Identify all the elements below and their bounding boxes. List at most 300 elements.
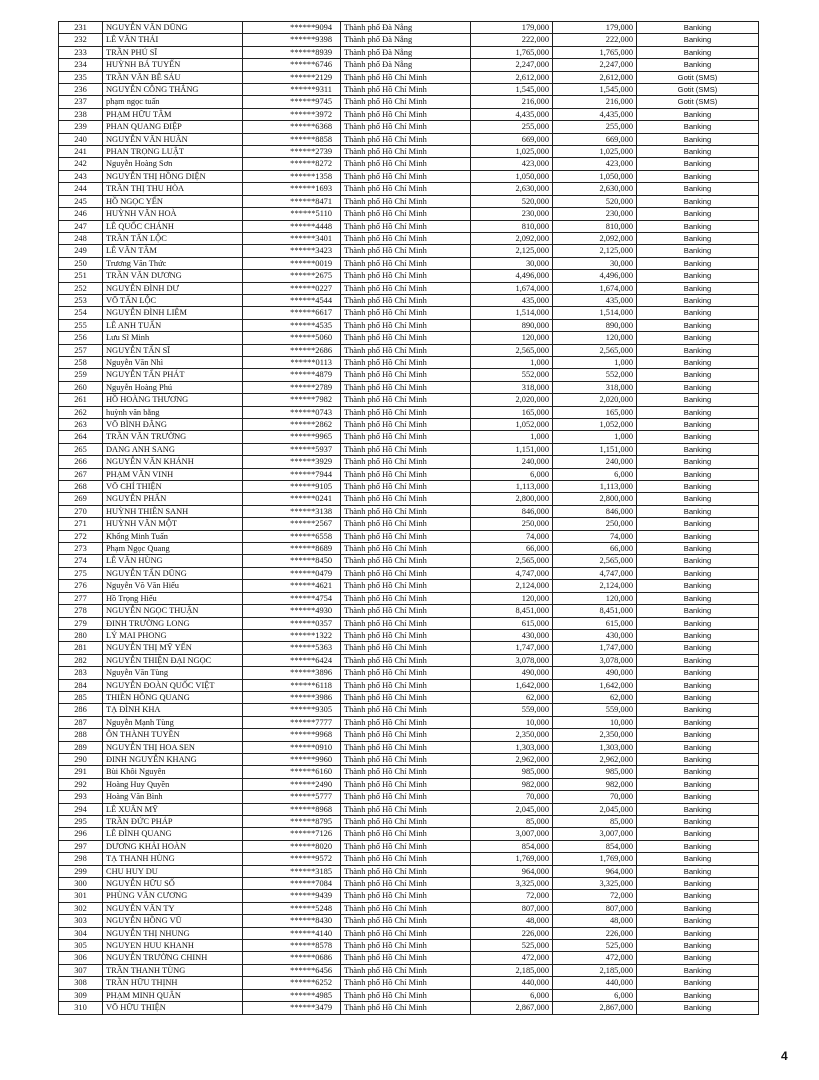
recipient-name-cell: VÕ HỮU THIỆN xyxy=(103,1002,243,1014)
recipient-name-cell: HUỲNH BÁ TUYẾN xyxy=(103,59,243,71)
row-number-cell: 293 xyxy=(59,791,103,803)
amount-cell: 1,765,000 xyxy=(471,46,553,58)
recipient-name-cell: NGUYỄN ĐOÀN QUỐC VIỆT xyxy=(103,679,243,691)
amount-cell: 854,000 xyxy=(471,840,553,852)
paid-amount-cell: 1,642,000 xyxy=(553,679,637,691)
row-number-cell: 246 xyxy=(59,208,103,220)
city-cell: Thành phố Hồ Chí Minh xyxy=(341,679,471,691)
city-cell: Thành phố Hồ Chí Minh xyxy=(341,667,471,679)
masked-account-cell: ******0241 xyxy=(243,493,341,505)
table-row xyxy=(59,431,759,443)
table-row xyxy=(59,592,759,604)
paid-amount-cell: 982,000 xyxy=(553,778,637,790)
recipient-name-cell: LÝ MAI PHONG xyxy=(103,629,243,641)
masked-account-cell: ******9745 xyxy=(243,96,341,108)
row-number-cell: 308 xyxy=(59,977,103,989)
paid-amount-cell: 2,962,000 xyxy=(553,753,637,765)
row-number-cell: 305 xyxy=(59,940,103,952)
amount-cell: 179,000 xyxy=(471,22,553,34)
table-row xyxy=(59,716,759,728)
payment-channel-cell: Banking xyxy=(637,642,759,654)
row-number-cell: 234 xyxy=(59,59,103,71)
paid-amount-cell: 2,630,000 xyxy=(553,183,637,195)
masked-account-cell: ******4754 xyxy=(243,592,341,604)
paid-amount-cell: 2,612,000 xyxy=(553,71,637,83)
payment-channel-cell: Banking xyxy=(637,543,759,555)
paid-amount-cell: 440,000 xyxy=(553,977,637,989)
city-cell: Thành phố Hồ Chí Minh xyxy=(341,915,471,927)
paid-amount-cell: 1,000 xyxy=(553,431,637,443)
paid-amount-cell: 1,747,000 xyxy=(553,642,637,654)
amount-cell: 250,000 xyxy=(471,518,553,530)
paid-amount-cell: 230,000 xyxy=(553,208,637,220)
city-cell: Thành phố Hồ Chí Minh xyxy=(341,493,471,505)
city-cell: Thành phố Hồ Chí Minh xyxy=(341,816,471,828)
recipient-name-cell: NGUYỄN THỊ HỒNG DIỆN xyxy=(103,170,243,182)
masked-account-cell: ******6456 xyxy=(243,964,341,976)
city-cell: Thành phố Hồ Chí Minh xyxy=(341,530,471,542)
paid-amount-cell: 216,000 xyxy=(553,96,637,108)
payment-channel-cell: Banking xyxy=(637,567,759,579)
amount-cell: 10,000 xyxy=(471,716,553,728)
masked-account-cell: ******2862 xyxy=(243,419,341,431)
payment-channel-cell: Banking xyxy=(637,332,759,344)
payment-channel-cell: Banking xyxy=(637,481,759,493)
amount-cell: 2,630,000 xyxy=(471,183,553,195)
payment-channel-cell: Banking xyxy=(637,940,759,952)
payment-channel-cell: Banking xyxy=(637,121,759,133)
table-row xyxy=(59,803,759,815)
payment-channel-cell: Banking xyxy=(637,195,759,207)
paid-amount-cell: 2,350,000 xyxy=(553,729,637,741)
table-row xyxy=(59,133,759,145)
city-cell: Thành phố Hồ Chí Minh xyxy=(341,617,471,629)
payment-channel-cell: Banking xyxy=(637,406,759,418)
city-cell: Thành phố Hồ Chí Minh xyxy=(341,580,471,592)
row-number-cell: 250 xyxy=(59,257,103,269)
row-number-cell: 255 xyxy=(59,319,103,331)
amount-cell: 62,000 xyxy=(471,691,553,703)
recipient-name-cell: TRẦN VĂN DƯƠNG xyxy=(103,270,243,282)
paid-amount-cell: 2,124,000 xyxy=(553,580,637,592)
payment-channel-cell: Banking xyxy=(637,133,759,145)
recipient-name-cell: LÊ ANH TUẤN xyxy=(103,319,243,331)
table-row xyxy=(59,294,759,306)
paid-amount-cell: 2,565,000 xyxy=(553,555,637,567)
masked-account-cell: ******5363 xyxy=(243,642,341,654)
table-row xyxy=(59,84,759,96)
city-cell: Thành phố Hồ Chí Minh xyxy=(341,878,471,890)
masked-account-cell: ******3896 xyxy=(243,667,341,679)
masked-account-cell: ******3479 xyxy=(243,1002,341,1014)
table-row xyxy=(59,121,759,133)
city-cell: Thành phố Hồ Chí Minh xyxy=(341,270,471,282)
city-cell: Thành phố Hồ Chí Minh xyxy=(341,629,471,641)
amount-cell: 4,435,000 xyxy=(471,108,553,120)
city-cell: Thành phố Hồ Chí Minh xyxy=(341,952,471,964)
masked-account-cell: ******6118 xyxy=(243,679,341,691)
paid-amount-cell: 2,565,000 xyxy=(553,344,637,356)
city-cell: Thành phố Hồ Chí Minh xyxy=(341,927,471,939)
table-row xyxy=(59,307,759,319)
row-number-cell: 252 xyxy=(59,282,103,294)
paid-amount-cell: 1,303,000 xyxy=(553,741,637,753)
table-row xyxy=(59,778,759,790)
table-row xyxy=(59,59,759,71)
city-cell: Thành phố Hồ Chí Minh xyxy=(341,282,471,294)
payment-channel-cell: Banking xyxy=(637,282,759,294)
payment-channel-cell: Banking xyxy=(637,927,759,939)
recipient-name-cell: HUỲNH VĂN MỘT xyxy=(103,518,243,530)
row-number-cell: 301 xyxy=(59,890,103,902)
amount-cell: 2,962,000 xyxy=(471,753,553,765)
city-cell: Thành phố Đà Nẵng xyxy=(341,59,471,71)
table-row xyxy=(59,456,759,468)
masked-account-cell: ******9305 xyxy=(243,704,341,716)
recipient-name-cell: TẠ ĐÌNH KHA xyxy=(103,704,243,716)
recipient-name-cell: PHẠM VĂN VINH xyxy=(103,468,243,480)
recipient-name-cell: Hoàng Văn Bình xyxy=(103,791,243,803)
paid-amount-cell: 1,113,000 xyxy=(553,481,637,493)
masked-account-cell: ******5777 xyxy=(243,791,341,803)
payment-channel-cell: Banking xyxy=(637,753,759,765)
masked-account-cell: ******7944 xyxy=(243,468,341,480)
city-cell: Thành phố Hồ Chí Minh xyxy=(341,419,471,431)
recipient-name-cell: Khổng Minh Tuấn xyxy=(103,530,243,542)
payment-channel-cell: Banking xyxy=(637,208,759,220)
city-cell: Thành phố Hồ Chí Minh xyxy=(341,96,471,108)
payment-channel-cell: Banking xyxy=(637,629,759,641)
amount-cell: 2,565,000 xyxy=(471,555,553,567)
table-row xyxy=(59,443,759,455)
row-number-cell: 302 xyxy=(59,902,103,914)
paid-amount-cell: 3,078,000 xyxy=(553,654,637,666)
masked-account-cell: ******2789 xyxy=(243,381,341,393)
masked-account-cell: ******4930 xyxy=(243,605,341,617)
table-body xyxy=(59,22,759,1015)
city-cell: Thành phố Hồ Chí Minh xyxy=(341,394,471,406)
city-cell: Thành phố Hồ Chí Minh xyxy=(341,220,471,232)
city-cell: Thành phố Hồ Chí Minh xyxy=(341,195,471,207)
table-row xyxy=(59,840,759,852)
row-number-cell: 304 xyxy=(59,927,103,939)
paid-amount-cell: 3,325,000 xyxy=(553,878,637,890)
masked-account-cell: ******7982 xyxy=(243,394,341,406)
payment-channel-cell: Banking xyxy=(637,989,759,1001)
masked-account-cell: ******2675 xyxy=(243,270,341,282)
masked-account-cell: ******8578 xyxy=(243,940,341,952)
city-cell: Thành phố Hồ Chí Minh xyxy=(341,902,471,914)
city-cell: Thành phố Hồ Chí Minh xyxy=(341,406,471,418)
masked-account-cell: ******8471 xyxy=(243,195,341,207)
row-number-cell: 273 xyxy=(59,543,103,555)
amount-cell: 4,747,000 xyxy=(471,567,553,579)
paid-amount-cell: 846,000 xyxy=(553,505,637,517)
row-number-cell: 310 xyxy=(59,1002,103,1014)
masked-account-cell: ******3185 xyxy=(243,865,341,877)
amount-cell: 552,000 xyxy=(471,369,553,381)
amount-cell: 4,496,000 xyxy=(471,270,553,282)
row-number-cell: 267 xyxy=(59,468,103,480)
row-number-cell: 277 xyxy=(59,592,103,604)
table-row xyxy=(59,369,759,381)
amount-cell: 2,125,000 xyxy=(471,245,553,257)
payment-channel-cell: Banking xyxy=(637,791,759,803)
amount-cell: 2,565,000 xyxy=(471,344,553,356)
row-number-cell: 262 xyxy=(59,406,103,418)
masked-account-cell: ******0479 xyxy=(243,567,341,579)
paid-amount-cell: 30,000 xyxy=(553,257,637,269)
city-cell: Thành phố Hồ Chí Minh xyxy=(341,791,471,803)
paid-amount-cell: 250,000 xyxy=(553,518,637,530)
masked-account-cell: ******7084 xyxy=(243,878,341,890)
recipient-name-cell: Nguyễn Văn Tùng xyxy=(103,667,243,679)
table-row xyxy=(59,282,759,294)
masked-account-cell: ******6558 xyxy=(243,530,341,542)
paid-amount-cell: 854,000 xyxy=(553,840,637,852)
recipient-name-cell: TRẦN VĂN BÊ SÁU xyxy=(103,71,243,83)
city-cell: Thành phố Đà Nẵng xyxy=(341,46,471,58)
city-cell: Thành phố Hồ Chí Minh xyxy=(341,865,471,877)
payout-table-container xyxy=(58,21,758,1015)
paid-amount-cell: 2,092,000 xyxy=(553,232,637,244)
row-number-cell: 231 xyxy=(59,22,103,34)
payment-channel-cell: Banking xyxy=(637,766,759,778)
payment-channel-cell: Gotit (SMS) xyxy=(637,84,759,96)
table-row xyxy=(59,927,759,939)
amount-cell: 525,000 xyxy=(471,940,553,952)
recipient-name-cell: NGUYEN HUU KHANH xyxy=(103,940,243,952)
paid-amount-cell: 807,000 xyxy=(553,902,637,914)
amount-cell: 2,045,000 xyxy=(471,803,553,815)
table-row xyxy=(59,232,759,244)
row-number-cell: 268 xyxy=(59,481,103,493)
table-row xyxy=(59,989,759,1001)
paid-amount-cell: 2,867,000 xyxy=(553,1002,637,1014)
masked-account-cell: ******9105 xyxy=(243,481,341,493)
amount-cell: 48,000 xyxy=(471,915,553,927)
recipient-name-cell: NGUYỄN PHẤN xyxy=(103,493,243,505)
city-cell: Thành phố Hồ Chí Minh xyxy=(341,332,471,344)
masked-account-cell: ******5937 xyxy=(243,443,341,455)
row-number-cell: 270 xyxy=(59,505,103,517)
recipient-name-cell: Hoàng Huy Quyền xyxy=(103,778,243,790)
recipient-name-cell: CHU HUY DU xyxy=(103,865,243,877)
row-number-cell: 295 xyxy=(59,816,103,828)
amount-cell: 615,000 xyxy=(471,617,553,629)
recipient-name-cell: Trương Văn Thức xyxy=(103,257,243,269)
masked-account-cell: ******9311 xyxy=(243,84,341,96)
masked-account-cell: ******8939 xyxy=(243,46,341,58)
amount-cell: 120,000 xyxy=(471,332,553,344)
table-row xyxy=(59,394,759,406)
paid-amount-cell: 4,747,000 xyxy=(553,567,637,579)
paid-amount-cell: 4,496,000 xyxy=(553,270,637,282)
recipient-name-cell: LÊ VĂN TÂM xyxy=(103,245,243,257)
table-row xyxy=(59,257,759,269)
row-number-cell: 266 xyxy=(59,456,103,468)
amount-cell: 222,000 xyxy=(471,34,553,46)
table-row xyxy=(59,245,759,257)
payment-channel-cell: Banking xyxy=(637,381,759,393)
recipient-name-cell: NGUYỄN VĂN DŨNG xyxy=(103,22,243,34)
amount-cell: 255,000 xyxy=(471,121,553,133)
table-row xyxy=(59,505,759,517)
recipient-name-cell: PHÙNG VĂN CƯƠNG xyxy=(103,890,243,902)
table-row xyxy=(59,741,759,753)
masked-account-cell: ******3138 xyxy=(243,505,341,517)
table-row xyxy=(59,344,759,356)
masked-account-cell: ******6746 xyxy=(243,59,341,71)
amount-cell: 435,000 xyxy=(471,294,553,306)
row-number-cell: 254 xyxy=(59,307,103,319)
amount-cell: 2,185,000 xyxy=(471,964,553,976)
row-number-cell: 297 xyxy=(59,840,103,852)
masked-account-cell: ******9968 xyxy=(243,729,341,741)
payment-channel-cell: Banking xyxy=(637,977,759,989)
table-row xyxy=(59,766,759,778)
table-row xyxy=(59,617,759,629)
payment-channel-cell: Gotit (SMS) xyxy=(637,71,759,83)
amount-cell: 2,092,000 xyxy=(471,232,553,244)
amount-cell: 240,000 xyxy=(471,456,553,468)
table-row xyxy=(59,493,759,505)
city-cell: Thành phố Hồ Chí Minh xyxy=(341,481,471,493)
recipient-name-cell: Lưu Sĩ Minh xyxy=(103,332,243,344)
masked-account-cell: ******2129 xyxy=(243,71,341,83)
row-number-cell: 287 xyxy=(59,716,103,728)
recipient-name-cell: NGUYỄN VĂN KHÁNH xyxy=(103,456,243,468)
city-cell: Thành phố Hồ Chí Minh xyxy=(341,381,471,393)
recipient-name-cell: NGUYỄN ĐÌNH DƯ xyxy=(103,282,243,294)
recipient-name-cell: NGUYỄN TRƯỜNG CHINH xyxy=(103,952,243,964)
city-cell: Thành phố Hồ Chí Minh xyxy=(341,257,471,269)
table-row xyxy=(59,183,759,195)
amount-cell: 1,050,000 xyxy=(471,170,553,182)
payment-channel-cell: Banking xyxy=(637,580,759,592)
masked-account-cell: ******8272 xyxy=(243,158,341,170)
paid-amount-cell: 1,025,000 xyxy=(553,146,637,158)
city-cell: Thành phố Hồ Chí Minh xyxy=(341,605,471,617)
recipient-name-cell: Nguyễn Mạnh Tùng xyxy=(103,716,243,728)
table-row xyxy=(59,753,759,765)
amount-cell: 430,000 xyxy=(471,629,553,641)
row-number-cell: 258 xyxy=(59,356,103,368)
table-row xyxy=(59,22,759,34)
masked-account-cell: ******4140 xyxy=(243,927,341,939)
table-row xyxy=(59,729,759,741)
city-cell: Thành phố Hồ Chí Minh xyxy=(341,208,471,220)
table-row xyxy=(59,878,759,890)
amount-cell: 6,000 xyxy=(471,468,553,480)
page-number: 4 xyxy=(781,1049,788,1063)
payment-channel-cell: Banking xyxy=(637,592,759,604)
table-row xyxy=(59,704,759,716)
masked-account-cell: ******8689 xyxy=(243,543,341,555)
payment-channel-cell: Banking xyxy=(637,816,759,828)
row-number-cell: 237 xyxy=(59,96,103,108)
amount-cell: 72,000 xyxy=(471,890,553,902)
paid-amount-cell: 1,052,000 xyxy=(553,419,637,431)
table-row xyxy=(59,828,759,840)
recipient-name-cell: Phạm Ngọc Quang xyxy=(103,543,243,555)
row-number-cell: 232 xyxy=(59,34,103,46)
payment-channel-cell: Banking xyxy=(637,679,759,691)
payment-channel-cell: Banking xyxy=(637,865,759,877)
payment-channel-cell: Gotit (SMS) xyxy=(637,96,759,108)
masked-account-cell: ******4535 xyxy=(243,319,341,331)
payment-channel-cell: Banking xyxy=(637,654,759,666)
masked-account-cell: ******6160 xyxy=(243,766,341,778)
city-cell: Thành phố Hồ Chí Minh xyxy=(341,840,471,852)
city-cell: Thành phố Hồ Chí Minh xyxy=(341,704,471,716)
row-number-cell: 291 xyxy=(59,766,103,778)
masked-account-cell: ******9398 xyxy=(243,34,341,46)
paid-amount-cell: 2,800,000 xyxy=(553,493,637,505)
recipient-name-cell: TRẦN HỮU THỊNH xyxy=(103,977,243,989)
paid-amount-cell: 1,674,000 xyxy=(553,282,637,294)
payment-channel-cell: Banking xyxy=(637,493,759,505)
payment-channel-cell: Banking xyxy=(637,108,759,120)
amount-cell: 2,124,000 xyxy=(471,580,553,592)
masked-account-cell: ******9094 xyxy=(243,22,341,34)
paid-amount-cell: 1,000 xyxy=(553,356,637,368)
recipient-name-cell: DƯƠNG KHẢI HOÀN xyxy=(103,840,243,852)
payment-channel-cell: Banking xyxy=(637,704,759,716)
row-number-cell: 280 xyxy=(59,629,103,641)
amount-cell: 226,000 xyxy=(471,927,553,939)
city-cell: Thành phố Hồ Chí Minh xyxy=(341,232,471,244)
row-number-cell: 309 xyxy=(59,989,103,1001)
paid-amount-cell: 48,000 xyxy=(553,915,637,927)
payment-channel-cell: Banking xyxy=(637,59,759,71)
row-number-cell: 265 xyxy=(59,443,103,455)
masked-account-cell: ******4985 xyxy=(243,989,341,1001)
recipient-name-cell: HUỲNH THIÊN SANH xyxy=(103,505,243,517)
paid-amount-cell: 2,125,000 xyxy=(553,245,637,257)
city-cell: Thành phố Hồ Chí Minh xyxy=(341,1002,471,1014)
masked-account-cell: ******9439 xyxy=(243,890,341,902)
payment-channel-cell: Banking xyxy=(637,716,759,728)
table-row xyxy=(59,791,759,803)
row-number-cell: 244 xyxy=(59,183,103,195)
masked-account-cell: ******8795 xyxy=(243,816,341,828)
table-row xyxy=(59,940,759,952)
masked-account-cell: ******3972 xyxy=(243,108,341,120)
masked-account-cell: ******0743 xyxy=(243,406,341,418)
recipient-name-cell: VÕ TẤN LỘC xyxy=(103,294,243,306)
paid-amount-cell: 318,000 xyxy=(553,381,637,393)
payment-channel-cell: Banking xyxy=(637,220,759,232)
city-cell: Thành phố Hồ Chí Minh xyxy=(341,133,471,145)
table-row xyxy=(59,270,759,282)
payment-channel-cell: Banking xyxy=(637,307,759,319)
table-row xyxy=(59,952,759,964)
masked-account-cell: ******5248 xyxy=(243,902,341,914)
city-cell: Thành phố Hồ Chí Minh xyxy=(341,654,471,666)
payment-channel-cell: Banking xyxy=(637,146,759,158)
recipient-name-cell: NGUYỄN THỊ NHUNG xyxy=(103,927,243,939)
recipient-name-cell: Hồ Trọng Hiếu xyxy=(103,592,243,604)
table-row xyxy=(59,158,759,170)
amount-cell: 2,800,000 xyxy=(471,493,553,505)
masked-account-cell: ******3423 xyxy=(243,245,341,257)
city-cell: Thành phố Hồ Chí Minh xyxy=(341,555,471,567)
masked-account-cell: ******8968 xyxy=(243,803,341,815)
paid-amount-cell: 66,000 xyxy=(553,543,637,555)
payment-channel-cell: Banking xyxy=(637,158,759,170)
masked-account-cell: ******4621 xyxy=(243,580,341,592)
